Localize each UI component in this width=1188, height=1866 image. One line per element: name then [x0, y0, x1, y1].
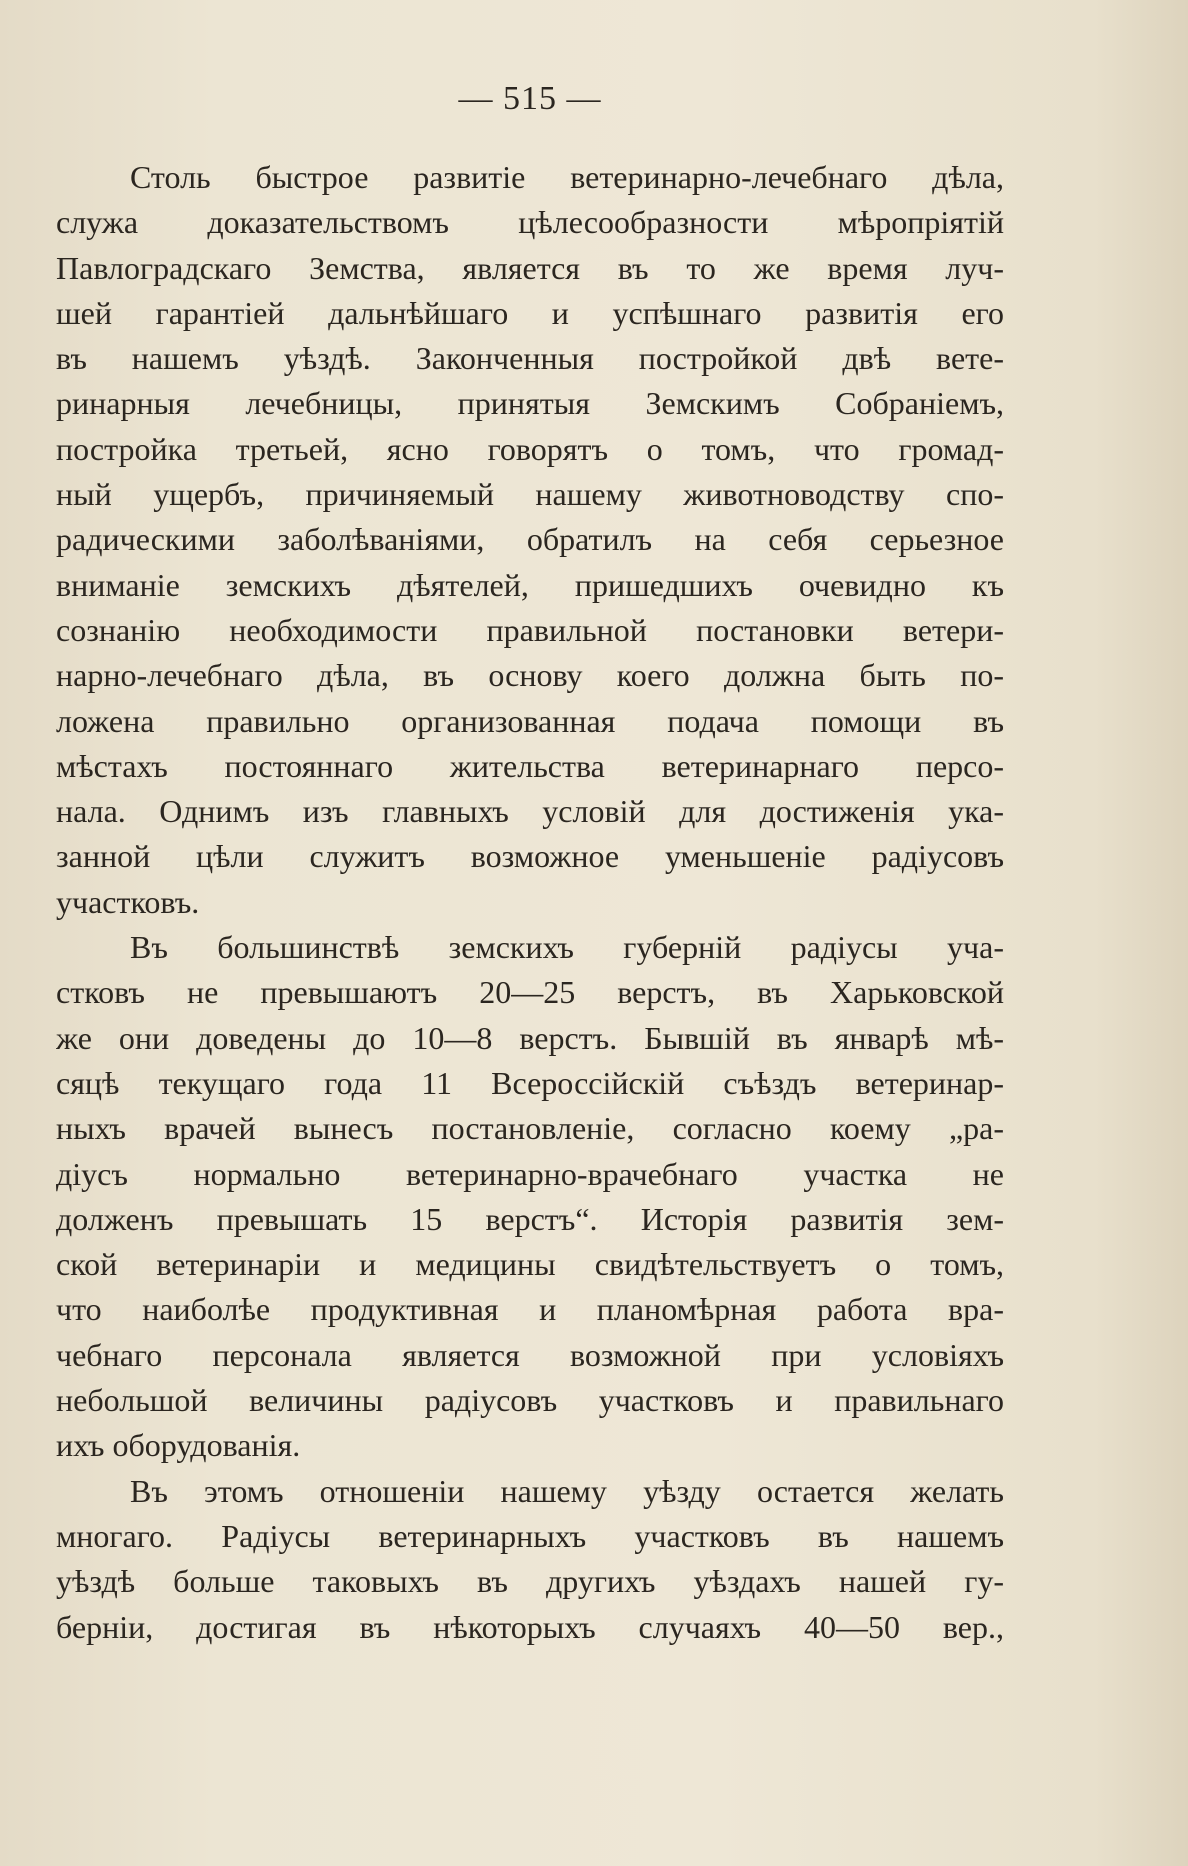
text-line: діусъ нормально ветеринарно-врачебнаго участка не — [56, 1155, 1004, 1192]
paragraph-3 — [56, 1469, 1004, 1650]
text-line: ской ветеринаріи и медицины свидѣтельствуетъ о томъ, — [56, 1246, 1004, 1283]
text-line: стковъ не превышаютъ 20—25 верстъ, въ Харьковской — [56, 974, 1004, 1011]
paragraph-1 — [56, 155, 1004, 925]
body-text — [56, 155, 1004, 1650]
text-line: мѣстахъ постояннаго жительства ветеринарнаго персо- — [56, 747, 1004, 784]
text-line: Столь быстрое развитіе ветеринарно-лечебнаго дѣла, — [130, 159, 1004, 195]
text-line: ложена правильно организованная подача помощи въ — [56, 702, 1004, 739]
text-line: радическими заболѣваніями, обратилъ на себя серьезное — [56, 521, 1004, 558]
text-line: берніи, достигая въ нѣкоторыхъ случаяхъ 40—50 вер., — [56, 1608, 1004, 1645]
text-line: участковъ. — [56, 883, 200, 920]
text-line: нала. Однимъ изъ главныхъ условій для достиженія ука- — [56, 793, 1004, 830]
text-line: уѣздѣ больше таковыхъ въ другихъ уѣздахъ нашей гу- — [56, 1563, 1004, 1600]
text-line: нарно-лечебнаго дѣла, въ основу коего должна быть по- — [56, 657, 1004, 694]
text-line: ныхъ врачей вынесъ постановленіе, согласно коему „ра- — [56, 1110, 1004, 1147]
text-line: ринарныя лечебницы, принятыя Земскимъ Собраніемъ, — [56, 385, 1004, 422]
text-line: въ нашемъ уѣздѣ. Законченныя постройкой двѣ вете- — [56, 340, 1004, 377]
text-line: ихъ оборудованія. — [56, 1427, 301, 1464]
text-line: Въ большинствѣ земскихъ губерній радіусы уча- — [130, 929, 1004, 966]
text-line: ный ущербъ, причиняемый нашему животноводству спо- — [56, 476, 1004, 513]
text-line: служа доказательствомъ цѣлесообразности мѣропріятій — [56, 204, 1004, 241]
text-line: чебнаго персонала является возможной при условіяхъ — [56, 1336, 1004, 1373]
page-number: — 515 — — [458, 80, 602, 117]
paragraph-2 — [56, 925, 1004, 1469]
text-line: занной цѣли служитъ возможное уменьшеніе радіусовъ — [56, 838, 1004, 875]
text-line: постройка третьей, ясно говорятъ о томъ, что громад- — [56, 430, 1004, 467]
text-line: шей гарантіей дальнѣйшаго и успѣшнаго развитія его — [56, 294, 1004, 331]
text-line: многаго. Радіусы ветеринарныхъ участковъ въ нашемъ — [56, 1517, 1004, 1554]
text-line: сознанію необходимости правильной постановки ветери- — [56, 611, 1004, 648]
text-line: сяцѣ текущаго года 11 Всероссійскій съѣздъ ветеринар- — [56, 1064, 1004, 1101]
text-line: что наиболѣе продуктивная и планомѣрная работа вра- — [56, 1291, 1004, 1328]
text-line: вниманіе земскихъ дѣятелей, пришедшихъ очевидно къ — [56, 566, 1004, 603]
text-line: Павлоградскаго Земства, является въ то же время луч- — [56, 249, 1004, 286]
text-line: долженъ превышать 15 верстъ“. Исторія развитія зем- — [56, 1200, 1004, 1237]
text-line: небольшой величины радіусовъ участковъ и правильнаго — [56, 1382, 1004, 1419]
text-line: же они доведены до 10—8 верстъ. Бывшій въ январѣ мѣ- — [56, 1019, 1004, 1056]
text-line: Въ этомъ отношеніи нашему уѣзду остается желать — [130, 1472, 1004, 1509]
